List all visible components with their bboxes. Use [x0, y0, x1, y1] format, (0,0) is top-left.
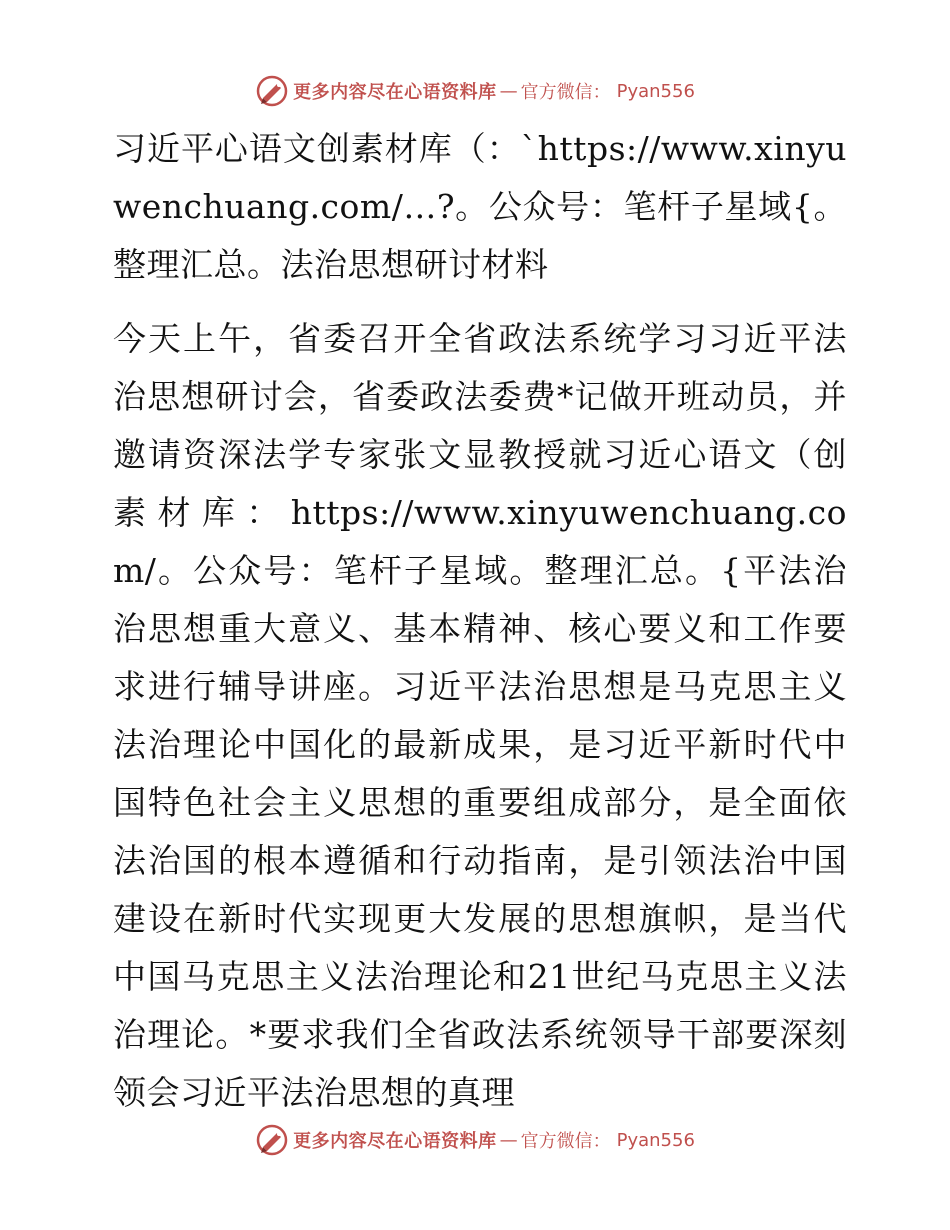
pen-logo-icon — [255, 74, 289, 108]
banner-lead-text: 更多内容尽在心语资料库 — [293, 82, 497, 103]
banner-dash: — — [499, 1129, 518, 1151]
banner-lead-text: 更多内容尽在心语资料库 — [293, 1131, 497, 1152]
banner-wechat-label: 官方微信： — [520, 1131, 611, 1152]
footer-watermark-banner — [0, 1123, 950, 1157]
banner-wechat-id: Pyan556 — [616, 80, 695, 102]
document-paragraph-2: 今天上午，省委召开全省政法系统学习习近平法治思想研讨会，省委政法委费*记做开班动员，并邀请资深法学专家张文显教授就习近心语文（创素材库：https://www.xinyuwenchuang.com/。公众号：笔杆子星域。整理汇总。{平法治治思想重大意义、基本精神、核心要义和工作要求进行辅导讲座。习近平法治思想是马克思主义法治理论中国化的最新成果，是习近平新时代中国特色社会主义思想的重要组成部分，是全面依法治国的根本遵循和行动指南，是引领法治中国建设在新时代实现更大发展的思想旗帜，是当代中国马克思主义法治理论和21世纪马克思主义法治理论。*要求我们全省政法系统领导干部要深刻领会习近平法治思想的真理 — [113, 319, 847, 1112]
pen-logo-icon — [255, 1123, 289, 1157]
document-paragraph-1: 习近平心语文创素材库（：`https://www.xinyuwenchuang.com/…?。公众号：笔杆子星域{。整理汇总。法治思想研讨材料 — [113, 129, 847, 284]
banner-wechat-id: Pyan556 — [616, 1129, 695, 1151]
document-body — [97, 120, 847, 1122]
banner-wechat-label: 官方微信： — [520, 82, 611, 103]
header-watermark-banner — [0, 74, 950, 108]
banner-dash: — — [499, 80, 518, 102]
